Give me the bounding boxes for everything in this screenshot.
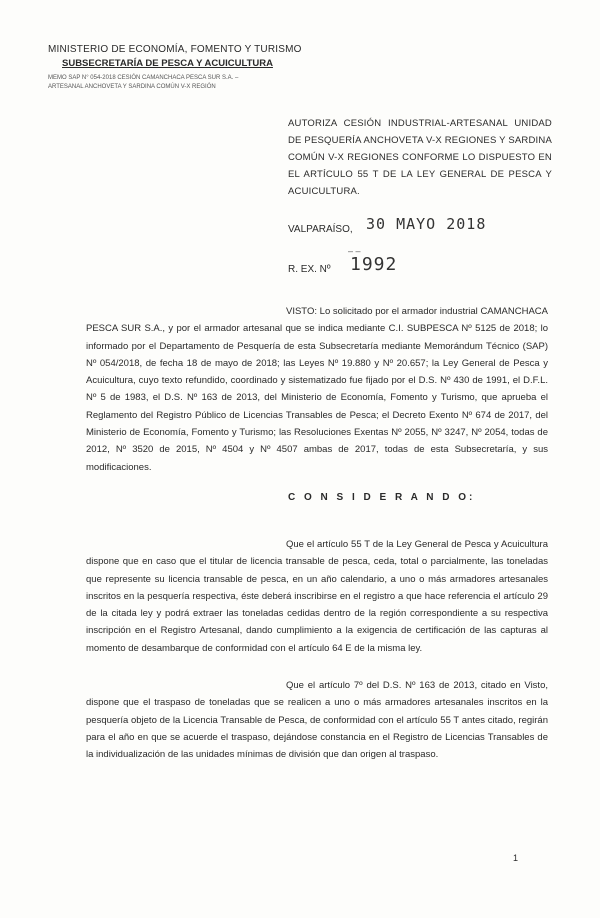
visto-text: Lo solicitado por el armador industrial CAMANCHACA PESCA SUR S.A., y por el armador artesanal que se indica mediante C.I. SUBPESCA Nº 5125 de 2018; lo informado por el Departamento de Pesquería de esta Subsecretaría mediante Memorándum Técnico (SAP) Nº 054/2018, de fecha 18 de mayo de 2018; las Leyes Nº 19.880 y Nº 20.657; la Ley General de Pesca y Acuicultura, cuyo texto refundido, coordinado y sistematizado fue fijado por el D.S. Nº 430 de 1991, el D.F.L. Nº 5 de 1983, el D.S. Nº 163 de 2013, del Ministerio de Economía, Fomento y Turismo, que aprueba el Reglamento del Registro Público de Licencias Transables de Pesca; el Decreto Exento Nº 674 de 2017, del Ministerio de Economía, Fomento y Turismo; las Resoluciones Exentas Nº 2055, Nº 3247, Nº 2054, todas de 2012, Nº 3520 de 2015, Nº 4504 y Nº 4507 ambas de 2017, todas de esta Subsecretaría, y sus modificaciones. bbox=[86, 306, 549, 473]
considerando-2-lead: Que el artículo 7º del D.S. Nº 163 de 2013, citado bbox=[286, 680, 507, 691]
resolution-number: 1992 bbox=[350, 254, 398, 275]
resolution-dash-mark: – – bbox=[348, 246, 361, 256]
resolution-label: R. EX. Nº bbox=[288, 264, 331, 275]
visto-paragraph bbox=[86, 303, 548, 476]
subsecretaria-name: SUBSECRETARÍA DE PESCA Y ACUICULTURA bbox=[62, 58, 273, 69]
ministry-name: MINISTERIO DE ECONOMÍA, FOMENTO Y TURISMO bbox=[48, 44, 302, 55]
considerando-heading: C O N S I D E R A N D O: bbox=[288, 492, 476, 503]
date-stamp: 30 MAYO 2018 bbox=[366, 215, 487, 233]
resolution-subject: AUTORIZA CESIÓN INDUSTRIAL-ARTESANAL UNIDAD DE PESQUERÍA ANCHOVETA V-X REGIONES Y SARDINA COMÚN V-X REGIONES CONFORME LO DISPUESTO EN EL ARTÍCULO 55 T DE LA LEY GENERAL DE PESCA Y ACUICULTURA. bbox=[288, 118, 552, 197]
considerando-paragraph-1 bbox=[86, 536, 548, 657]
memo-reference: MEMO SAP N° 054-2018 CESIÓN CAMANCHACA PESCA SUR S.A. – ARTESANAL ANCHOVETA Y SARDINA COMÚN V-X REGIÓN bbox=[48, 75, 239, 90]
considerando-1-text: Acuicultura dispone que en caso que el titular de licencia transable de pesca, ceda, total o parcialmente, las toneladas que represente su licencia transable de pesca, en un año calendario, a uno o más armadores artesanales inscritos en la pesquería respectiva, éste deberá inscribirse en el registro a que hace referencia el artículo 29 de la citada ley y podrá extraer las toneladas cedidas dentro de la región correspondiente a su respectiva inscripción en el Registro Artesanal, dando cumplimiento a la exigencia de certificación de las capturas al momento de desambarque de conformidad con el artículo 64 E de la misma ley. bbox=[86, 539, 548, 654]
page-number: 1 bbox=[512, 853, 518, 863]
city-label: VALPARAÍSO, bbox=[288, 224, 353, 235]
considerando-2-text: en Visto, dispone que el traspaso de toneladas que se realicen a uno o más armadores artesanales inscritos en la pesquería objeto de la Licencia Transable de Pesca, de conformidad con el artículo 55 T antes citado, regirán para el año en que se acuerde el traspaso, dejándose constancia en el Registro de Licencias Transables de la individualización de las unidades mínimas de división que dan origen al traspaso. bbox=[86, 680, 548, 761]
considerando-1-lead: Que el artículo 55 T de la Ley General de Pesca y bbox=[286, 539, 499, 550]
considerando-paragraph-2 bbox=[86, 677, 548, 763]
visto-lead: VISTO: bbox=[286, 306, 317, 317]
